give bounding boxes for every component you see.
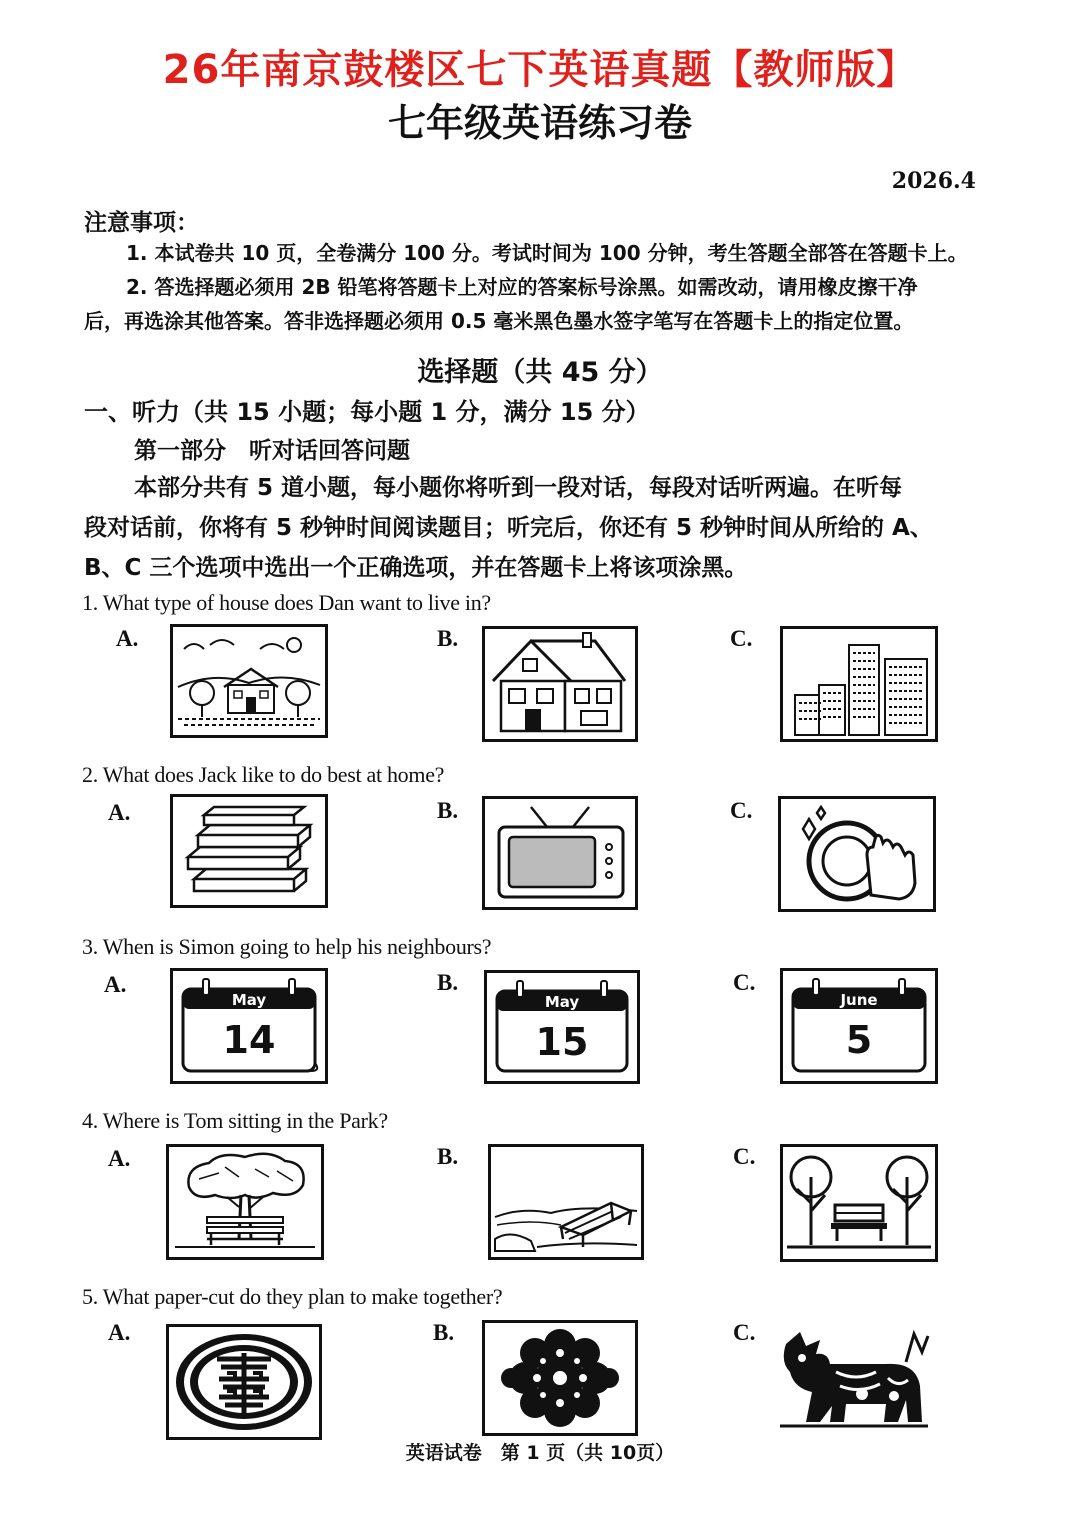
question-1-picture-a	[170, 624, 328, 738]
question-3-picture-c	[780, 968, 938, 1084]
question-5-text: 5. What paper-cut do they plan to make together?	[82, 1284, 503, 1309]
ox-icon	[776, 1322, 932, 1434]
calendar-c-month: June	[840, 991, 878, 1009]
question-1-picture-b	[482, 626, 638, 742]
books-icon	[173, 797, 325, 905]
question-4-picture-a	[166, 1144, 324, 1260]
question-4-picture-c	[780, 1144, 938, 1262]
calendar-b-day: 15	[535, 1020, 589, 1064]
question-4-option-b-label: B.	[437, 1144, 459, 1169]
question-3-option-a-label: A.	[104, 972, 127, 997]
tree-bench-icon	[169, 1147, 321, 1257]
notice-item-2-line-2: 后，再选涂其他答案。答非选择题必须用 0.5 毫米黑色墨水签字笔写在答题卡上的指定位置。	[84, 309, 914, 333]
notice-item-2-line-1: 2. 答选择题必须用 2B 铅笔将答题卡上对应的答案标号涂黑。如需改动，请用橡皮擦干净	[126, 275, 918, 299]
exam-date: 2026.4	[891, 168, 976, 194]
question-2-picture-a	[170, 794, 328, 908]
question-2-picture-b	[482, 796, 638, 910]
instructions-line-1: 本部分共有 5 道小题，每小题你将听到一段对话，每段对话听两遍。在听每	[134, 475, 903, 501]
question-2-option-c-label: C.	[730, 798, 753, 823]
lake-bench-icon	[491, 1147, 641, 1257]
question-4-picture-b	[488, 1144, 644, 1260]
question-1-option-a-label: A.	[116, 626, 139, 651]
house-icon	[485, 629, 635, 739]
television-icon	[485, 799, 635, 907]
question-5-option-a-label: A.	[108, 1320, 131, 1345]
bench-trees-icon	[783, 1147, 935, 1259]
dish-washing-icon	[781, 799, 933, 909]
question-5-picture-a	[166, 1324, 322, 1440]
question-5-picture-c	[776, 1322, 932, 1434]
instructions-line-2: 段对话前，你将有 5 秒钟时间阅读题目；听完后，你还有 5 秒钟时间从所给的 A、	[84, 515, 933, 541]
question-5-picture-b	[482, 1320, 638, 1436]
question-2-picture-c	[778, 796, 936, 912]
notice-heading: 注意事项：	[84, 210, 199, 236]
question-3-picture-b	[484, 970, 640, 1084]
page-footer: 英语试卷 第 1 页（共 10页）	[405, 1442, 675, 1464]
calendar-b-month: May	[544, 993, 580, 1011]
flower-icon	[485, 1323, 635, 1433]
question-2-option-a-label: A.	[108, 800, 131, 825]
question-3-option-c-label: C.	[733, 970, 756, 995]
question-4-text: 4. Where is Tom sitting in the Park?	[82, 1108, 388, 1133]
listening-part-heading: 一、听力（共 15 小题；每小题 1 分，满分 15 分）	[84, 398, 650, 426]
calendar-icon	[487, 973, 637, 1081]
question-4-option-c-label: C.	[733, 1144, 756, 1169]
question-5-option-c-label: C.	[733, 1320, 756, 1345]
question-3-text: 3. When is Simon going to help his neighbours?	[82, 934, 492, 959]
question-1-option-c-label: C.	[730, 626, 753, 651]
calendar-icon	[173, 971, 325, 1081]
question-1-option-b-label: B.	[437, 626, 459, 651]
calendar-icon	[783, 971, 935, 1081]
section-heading: 选择题（共 45 分）	[417, 357, 663, 388]
question-1-text: 1. What type of house does Dan want to live in?	[82, 590, 491, 615]
buildings-icon	[783, 629, 935, 739]
double-happiness-icon	[169, 1327, 319, 1437]
question-2-option-b-label: B.	[437, 798, 459, 823]
notice-item-1: 1. 本试卷共 10 页，全卷满分 100 分。考试时间为 100 分钟，考生答题全部答在答题卡上。	[126, 241, 968, 265]
farmhouse-icon	[173, 627, 325, 735]
listening-sub-heading: 第一部分 听对话回答问题	[134, 438, 410, 464]
question-3-picture-a	[170, 968, 328, 1084]
question-5-option-b-label: B.	[433, 1320, 455, 1345]
question-4-option-a-label: A.	[108, 1146, 131, 1171]
question-1-picture-c	[780, 626, 938, 742]
document-main-title: 七年级英语练习卷	[387, 101, 692, 145]
instructions-line-3: B、C 三个选项中选出一个正确选项，并在答题卡上将该项涂黑。	[84, 555, 748, 581]
calendar-a-day: 14	[222, 1018, 276, 1062]
calendar-c-day: 5	[845, 1018, 873, 1062]
document-red-title: 26年南京鼓楼区七下英语真题【教师版】	[162, 47, 918, 93]
question-3-option-b-label: B.	[437, 970, 459, 995]
calendar-a-month: May	[231, 991, 267, 1009]
question-2-text: 2. What does Jack like to do best at home?	[82, 762, 445, 787]
